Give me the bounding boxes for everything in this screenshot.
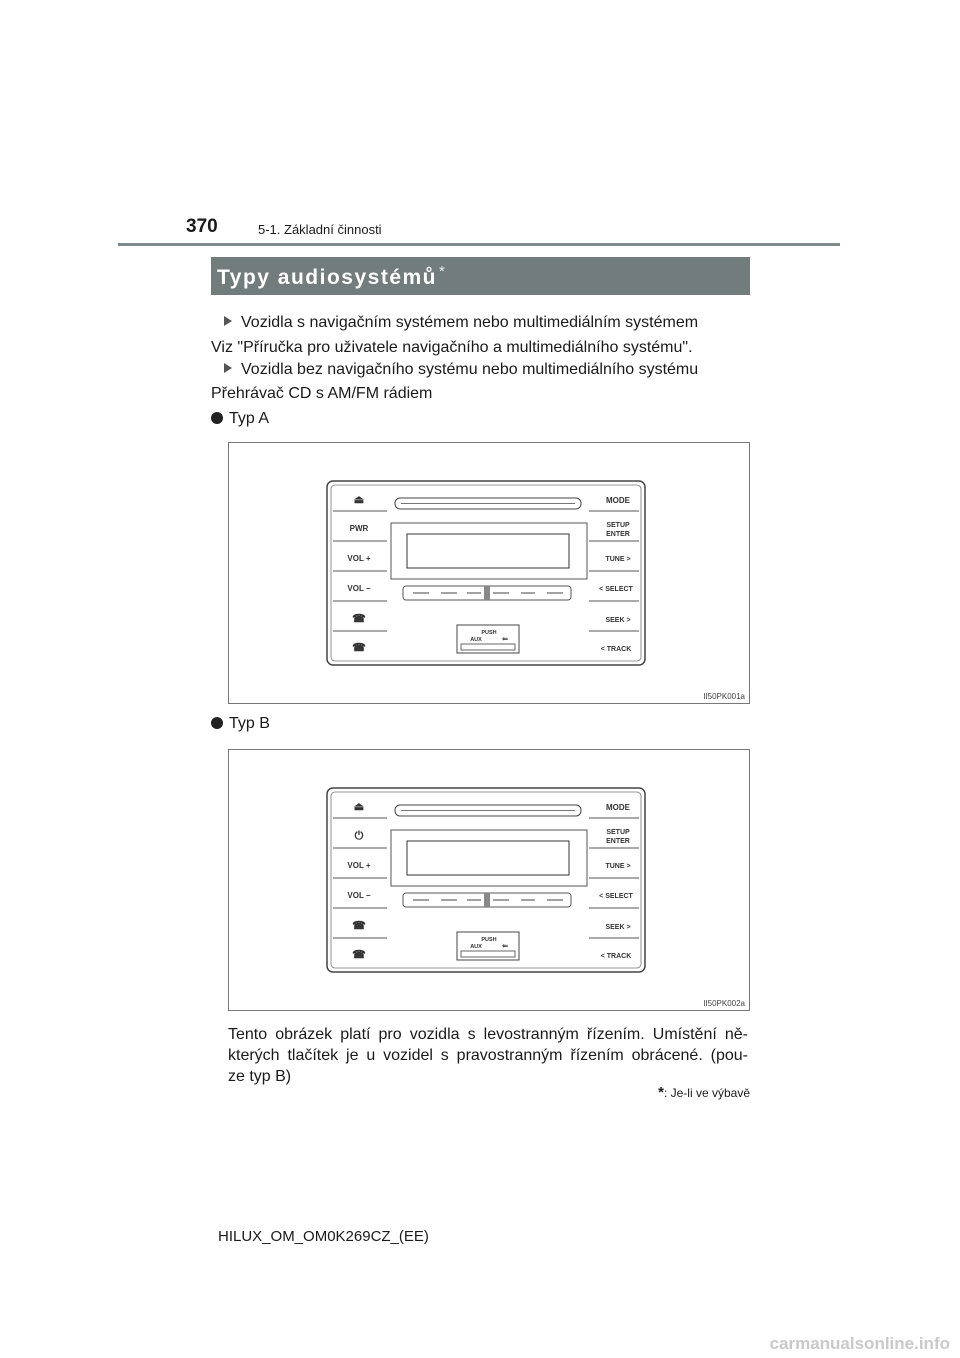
tune-button: TUNE >: [605, 863, 631, 870]
push-label: PUSH: [481, 630, 497, 636]
note-paragraph: [228, 1024, 748, 1087]
eject-icon: ⏏: [353, 494, 365, 506]
seek-button: SEEK >: [605, 924, 631, 931]
footnote-asterisk: *: [658, 1084, 664, 1101]
select-button: < SELECT: [599, 586, 633, 593]
item1-heading-text: Vozidla s navigačním systémem nebo multimediálním systémem: [241, 314, 699, 331]
radio-diagram-b: [229, 750, 749, 1010]
figure-type-a: [228, 442, 750, 704]
item2-heading-text: Vozidla bez navigačního systému nebo multimediálního systému: [241, 361, 699, 378]
figure-code-b: II50PK002a: [703, 999, 745, 1008]
vol-up-button: VOL +: [347, 554, 371, 563]
push-label: PUSH: [481, 937, 497, 943]
phone-pickup-icon: ☎: [352, 920, 366, 932]
vol-down-button: VOL −: [347, 584, 371, 593]
preset-buttons: [403, 893, 571, 907]
note-line: kterých tlačítek je u vozidel s pravostranným řízením obrácené. (pou-: [228, 1047, 748, 1064]
page-number: 370: [186, 216, 218, 237]
port-slot: [461, 644, 515, 650]
phone-pickup-icon: ☎: [352, 613, 366, 625]
page-title-text: Typy audiosystémů: [217, 266, 437, 289]
phone-hangup-icon: ☎: [352, 642, 366, 654]
footnote: [600, 1084, 750, 1101]
power-icon: ⏻: [354, 830, 364, 842]
preset-divider: [484, 586, 490, 600]
preset-buttons: [403, 586, 571, 600]
title-asterisk: *: [439, 263, 447, 280]
figure-type-b: [228, 749, 750, 1011]
phone-hangup-icon: ☎: [352, 949, 366, 961]
header-rule: [118, 243, 840, 246]
eject-icon: ⏏: [353, 801, 365, 813]
display-screen: [407, 841, 569, 875]
note-line: ze typ B): [228, 1068, 292, 1085]
section-title: 5-1. Základní činnosti: [258, 222, 382, 237]
item2-text: Přehrávač CD s AM/FM rádiem: [211, 385, 433, 402]
item1-heading: [224, 313, 698, 333]
model-code: HILUX_OM_OM0K269CZ_(EE): [218, 1228, 429, 1245]
display-screen: [407, 534, 569, 568]
preset-divider: [484, 893, 490, 907]
radio-diagram-a: [229, 443, 749, 703]
aux-label: AUX: [470, 637, 482, 643]
type-a-label: [211, 409, 269, 429]
triangle-bullet-icon: [224, 316, 232, 326]
note-line: Tento obrázek platí pro vozidla s levostranným řízením. Umístění ně-: [228, 1026, 748, 1043]
enter-button: ENTER: [606, 531, 630, 538]
pwr-button: PWR: [349, 524, 369, 533]
figure-code-a: II50PK001a: [703, 692, 745, 701]
aux-label: AUX: [470, 944, 482, 950]
watermark: carmanualsonline.info: [769, 1334, 950, 1353]
track-button: < TRACK: [600, 953, 632, 960]
port-slot: [461, 951, 515, 957]
aux-usb-port: [457, 625, 519, 653]
tune-button: TUNE >: [605, 556, 631, 563]
type-b-label: [211, 714, 270, 734]
mode-button: MODE: [606, 496, 630, 505]
circle-bullet-icon: [211, 717, 223, 729]
footnote-text: : Je-li ve výbavě: [663, 1086, 750, 1100]
enter-button: ENTER: [606, 838, 630, 845]
vol-down-button: VOL −: [347, 891, 371, 900]
track-button: < TRACK: [600, 646, 632, 653]
usb-icon: ⇐: [502, 636, 508, 643]
type-a-text: Typ A: [229, 410, 270, 427]
seek-button: SEEK >: [605, 617, 631, 624]
setup-button: SETUP: [606, 522, 630, 529]
aux-usb-port: [457, 932, 519, 960]
item1-text: Viz "Příručka pro uživatele navigačního a multimediálního systému".: [211, 339, 693, 356]
title-bar: [211, 257, 750, 295]
circle-bullet-icon: [211, 412, 223, 424]
setup-button: SETUP: [606, 829, 630, 836]
page-title: [217, 263, 446, 290]
item2-heading: [224, 360, 698, 380]
select-button: < SELECT: [599, 893, 633, 900]
usb-icon: ⇐: [502, 943, 508, 950]
vol-up-button: VOL +: [347, 861, 371, 870]
type-b-text: Typ B: [229, 715, 270, 732]
triangle-bullet-icon: [224, 363, 232, 373]
mode-button: MODE: [606, 803, 630, 812]
